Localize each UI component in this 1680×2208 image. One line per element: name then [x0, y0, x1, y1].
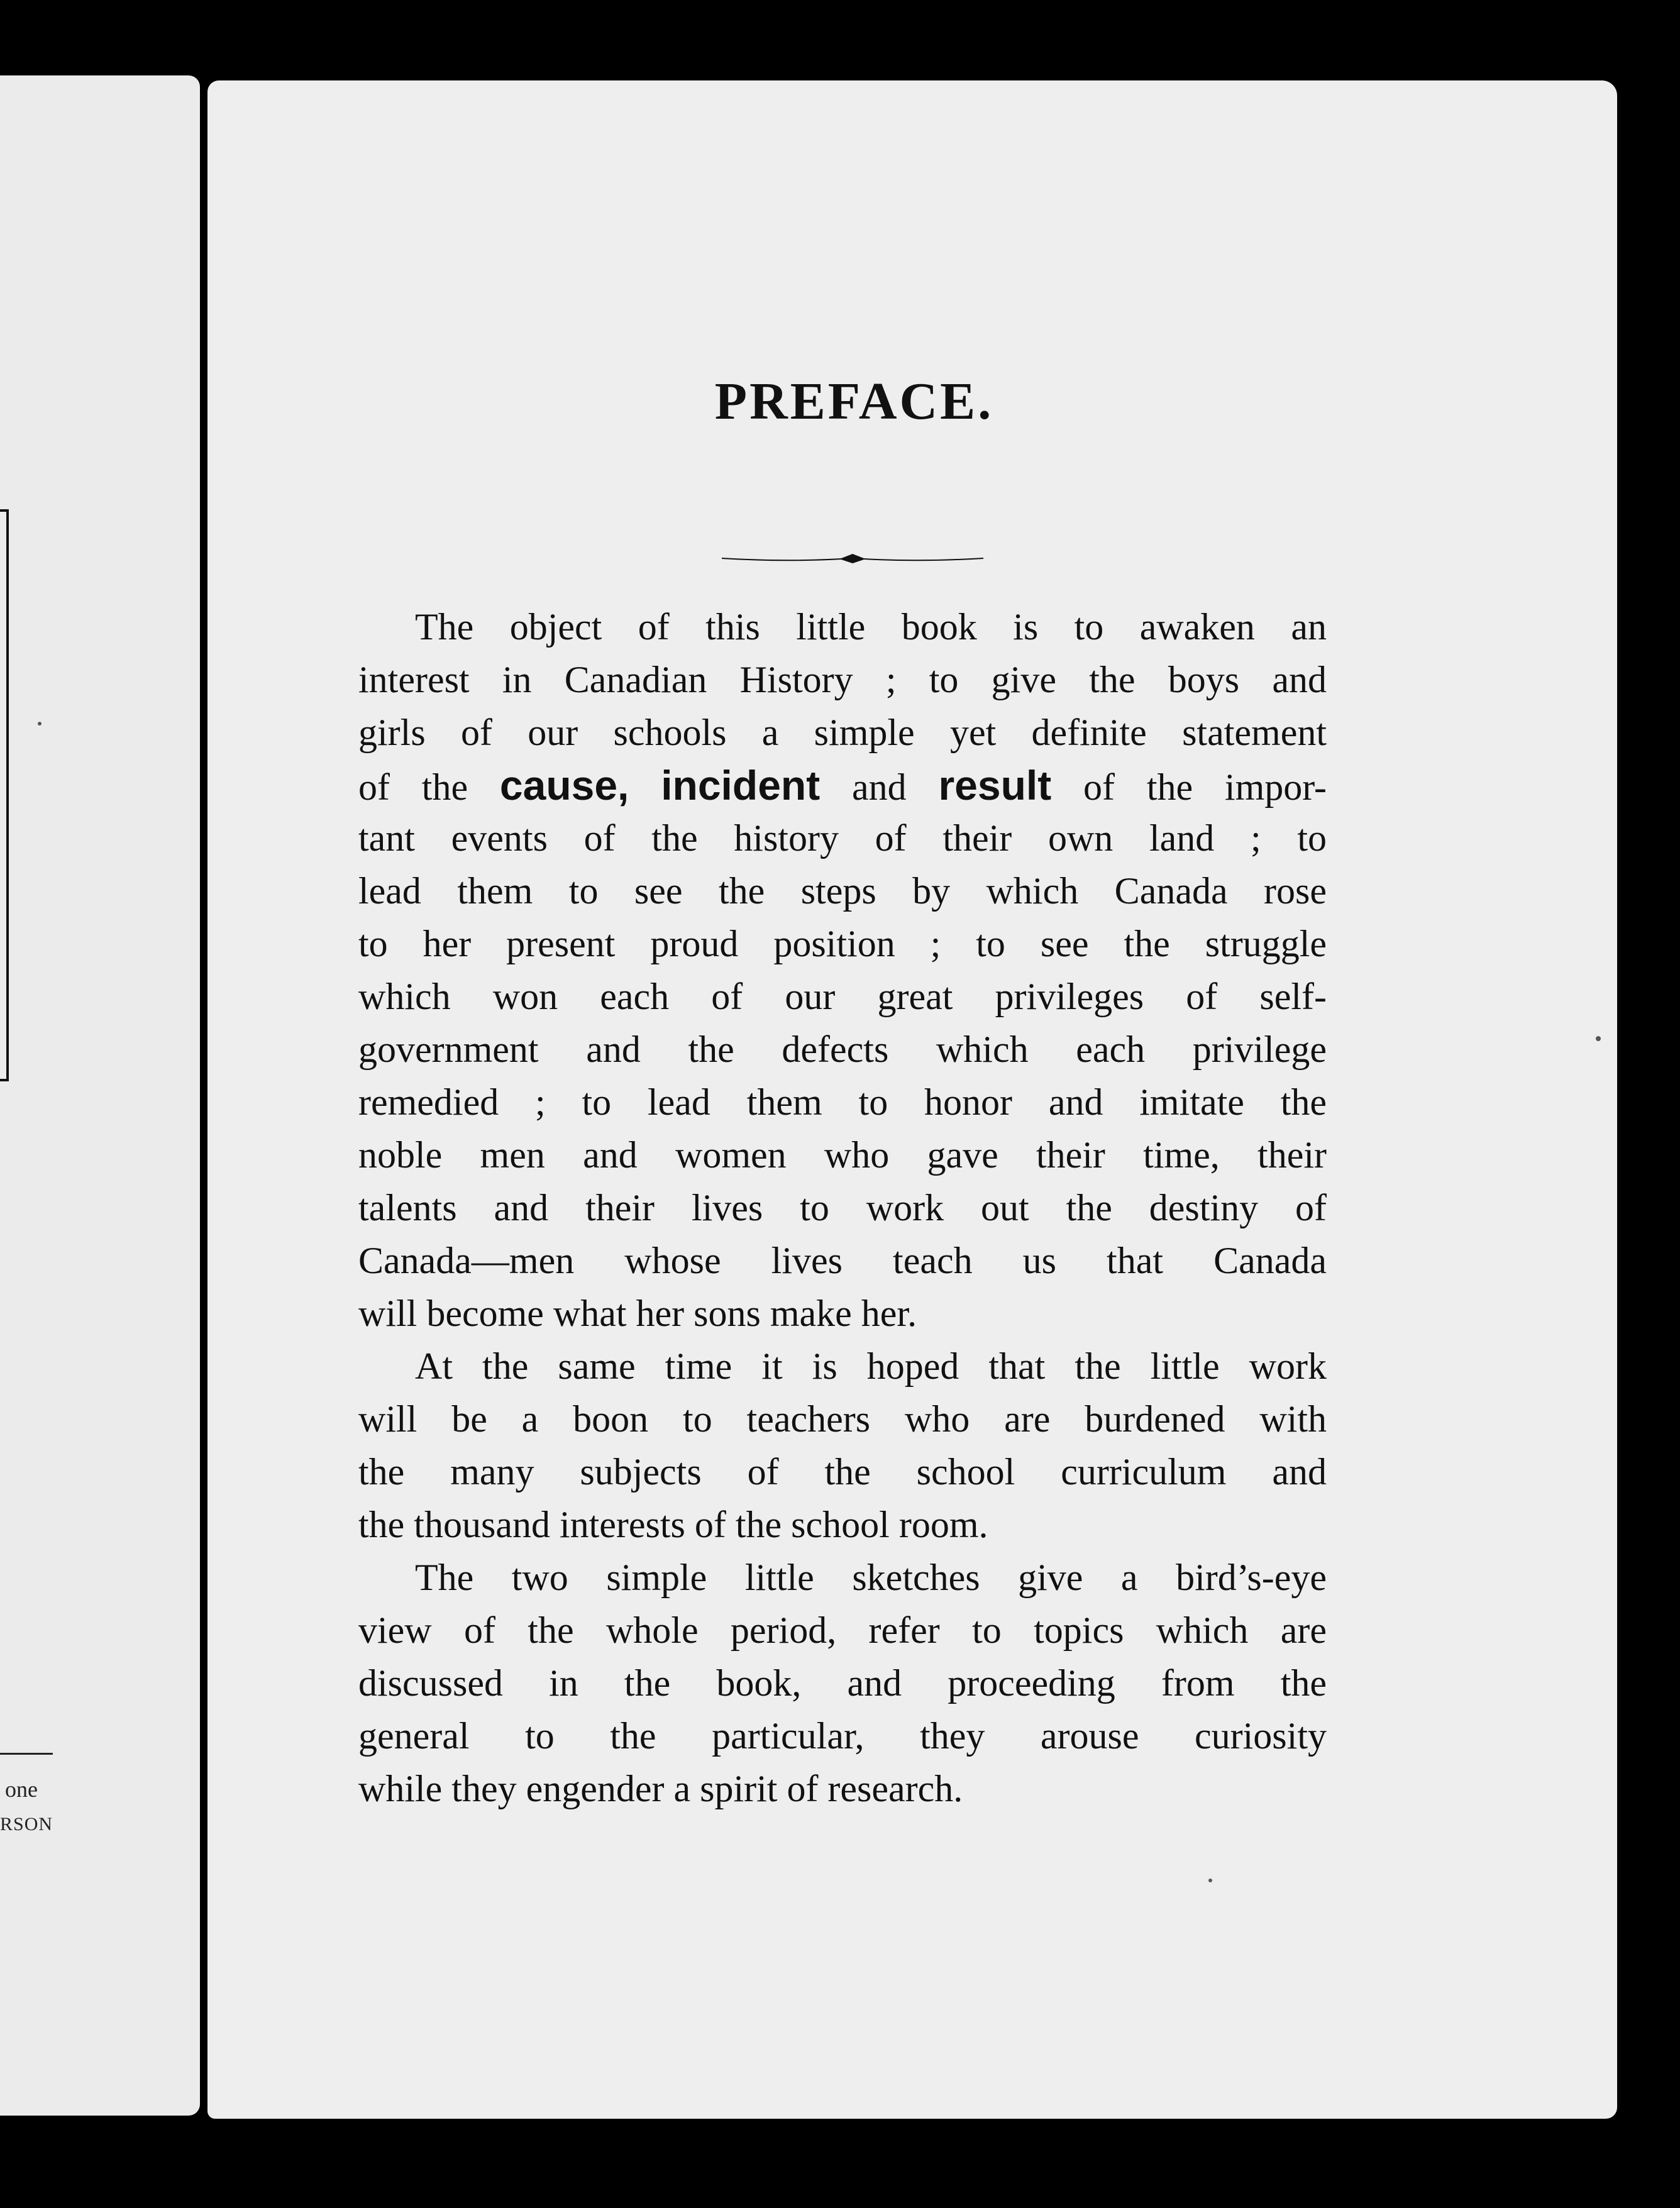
text-line: while they engender a spirit of research.	[358, 1768, 963, 1809]
text-line: discussed in the book, and proceeding from the	[358, 1662, 1327, 1704]
text-line: Canada—men whose lives teach us that Canada	[358, 1240, 1327, 1281]
emphasis-cause: cause,	[499, 762, 629, 809]
preface-text	[358, 600, 1327, 1815]
text-line: lead them to see the steps by which Canada rose	[358, 870, 1327, 912]
text-line: the many subjects of the school curriculum and	[358, 1451, 1327, 1493]
text-line: view of the whole period, refer to topics which are	[358, 1609, 1327, 1651]
text-line: talents and their lives to work out the destiny of	[358, 1187, 1327, 1228]
text-line-mixed	[358, 759, 1327, 812]
text-run: of the impor-	[1083, 766, 1327, 808]
left-page-rule	[0, 1753, 53, 1755]
page-title: PREFACE.	[714, 372, 994, 431]
emphasis-incident: incident	[661, 762, 821, 809]
text-line: to her present proud position ; to see the struggle	[358, 923, 1327, 964]
left-page-text: one	[5, 1777, 38, 1802]
text-line: remedied ; to lead them to honor and imitate the	[358, 1081, 1327, 1123]
text-run: of the	[358, 766, 468, 808]
title-ornament	[722, 548, 983, 567]
left-page-frame	[0, 509, 9, 1081]
text-line: will be a boon to teachers who are burdened with	[358, 1398, 1327, 1440]
text-line: the thousand interests of the school room.	[358, 1504, 988, 1545]
text-line: which won each of our great privileges of self-	[358, 976, 1327, 1017]
text-line: The object of this little book is to awaken an	[415, 606, 1327, 648]
text-line: The two simple little sketches give a bird’s-eye	[415, 1557, 1327, 1598]
text-line: tant events of the history of their own land ; to	[358, 817, 1327, 859]
text-line: will become what her sons make her.	[358, 1293, 917, 1334]
text-run: and	[852, 766, 907, 808]
text-line: noble men and women who gave their time, their	[358, 1134, 1327, 1176]
text-line: girls of our schools a simple yet definite statement	[358, 712, 1327, 753]
emphasis-result: result	[938, 762, 1052, 809]
paper-speck	[1208, 1879, 1212, 1882]
paper-speck	[38, 722, 41, 726]
paper-speck	[1596, 1036, 1601, 1041]
left-page-text: RSON	[0, 1814, 53, 1835]
text-line: interest in Canadian History ; to give the boys and	[358, 659, 1327, 700]
text-line: general to the particular, they arouse curiosity	[358, 1715, 1327, 1757]
text-line: government and the defects which each privilege	[358, 1029, 1327, 1070]
text-line: At the same time it is hoped that the little work	[415, 1345, 1327, 1387]
